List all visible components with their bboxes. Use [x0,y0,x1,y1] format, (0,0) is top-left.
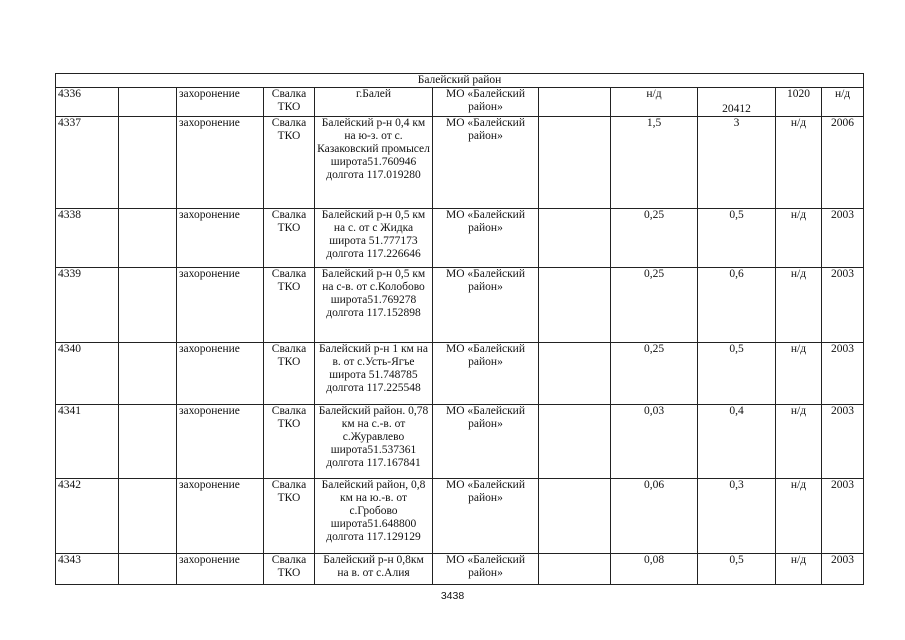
municipality-cell: МО «Балейский район» [433,343,539,405]
location-cell: Балейский р-н 0,5 км на с-в. от с.Колобово широта51.769278 долгота 117.152898 [315,268,433,343]
object-type-cell: Свалка ТКО [264,554,315,585]
area-cell: 0,25 [611,268,698,343]
area-cell: н/д [611,88,698,117]
table-row [56,343,864,405]
activity-cell: захоронение [177,479,264,554]
record-number-cell: 4337 [56,117,119,209]
year-cell: н/д [822,88,864,117]
capacity-cell: 0,6 [698,268,776,343]
volume-cell: н/д [776,343,822,405]
empty-cell [539,479,611,554]
object-type-cell: Свалка ТКО [264,117,315,209]
empty-cell [539,209,611,268]
municipality-cell: МО «Балейский район» [433,88,539,117]
capacity-cell: 0,5 [698,343,776,405]
volume-cell: 1020 [776,88,822,117]
volume-cell: н/д [776,554,822,585]
volume-cell: н/д [776,117,822,209]
municipality-cell: МО «Балейский район» [433,209,539,268]
region-header-row [56,74,864,88]
location-cell: Балейский р-н 1 км на в. от с.Усть-Ягъе широта 51.748785 долгота 117.225548 [315,343,433,405]
activity-cell: захоронение [177,343,264,405]
blank-cell [119,88,177,117]
region-title: Балейский район [56,74,864,88]
volume-cell: н/д [776,405,822,479]
area-cell: 0,06 [611,479,698,554]
record-number-cell: 4340 [56,343,119,405]
year-cell: 2003 [822,405,864,479]
activity-cell: захоронение [177,88,264,117]
activity-cell: захоронение [177,117,264,209]
record-number-cell: 4341 [56,405,119,479]
empty-cell [539,343,611,405]
activity-cell: захоронение [177,554,264,585]
volume-cell: н/д [776,479,822,554]
empty-cell [539,268,611,343]
capacity-cell: 0,3 [698,479,776,554]
location-cell: Балейский р-н 0,8км на в. от с.Алия [315,554,433,585]
record-number-cell: 4339 [56,268,119,343]
area-cell: 1,5 [611,117,698,209]
waste-sites-table [55,73,864,585]
capacity-cell: 3 [698,117,776,209]
table-row [56,268,864,343]
empty-cell [539,117,611,209]
activity-cell: захоронение [177,209,264,268]
area-cell: 0,03 [611,405,698,479]
object-type-cell: Свалка ТКО [264,268,315,343]
municipality-cell: МО «Балейский район» [433,479,539,554]
year-cell: 2006 [822,117,864,209]
empty-cell [539,554,611,585]
page-number: 3438 [440,590,465,602]
activity-cell: захоронение [177,268,264,343]
area-cell: 0,25 [611,343,698,405]
table-body [56,74,864,585]
volume-cell: н/д [776,268,822,343]
location-cell: Балейский р-н 0,4 км на ю-з. от с. Казаковский промысел широта51.760946 долгота 117.019280 [315,117,433,209]
municipality-cell: МО «Балейский район» [433,405,539,479]
location-cell: Балейский р-н 0,5 км на с. от с Жидка широта 51.777173 долгота 117.226646 [315,209,433,268]
table-row [56,209,864,268]
year-cell: 2003 [822,209,864,268]
blank-cell [119,479,177,554]
year-cell: 2003 [822,554,864,585]
location-cell: Балейский район. 0,78 км на с.-в. от с.Журавлево широта51.537361 долгота 117.167841 [315,405,433,479]
capacity-cell: 0,5 [698,554,776,585]
record-number-cell: 4342 [56,479,119,554]
table-row [56,405,864,479]
record-number-cell: 4338 [56,209,119,268]
municipality-cell: МО «Балейский район» [433,554,539,585]
activity-cell: захоронение [177,405,264,479]
location-cell: Балейский район, 0,8 км на ю.-в. от с.Гробово широта51.648800 долгота 117.129129 [315,479,433,554]
area-cell: 0,08 [611,554,698,585]
record-number-cell: 4336 [56,88,119,117]
blank-cell [119,209,177,268]
blank-cell [119,117,177,209]
area-cell: 0,25 [611,209,698,268]
volume-cell: н/д [776,209,822,268]
object-type-cell: Свалка ТКО [264,405,315,479]
year-cell: 2003 [822,479,864,554]
municipality-cell: МО «Балейский район» [433,268,539,343]
capacity-cell: 0,5 [698,209,776,268]
object-type-cell: Свалка ТКО [264,343,315,405]
table-row [56,554,864,585]
object-type-cell: Свалка ТКО [264,479,315,554]
table-row [56,117,864,209]
table-row [56,479,864,554]
empty-cell [539,88,611,117]
municipality-cell: МО «Балейский район» [433,117,539,209]
location-cell: г.Балей [315,88,433,117]
object-type-cell: Свалка ТКО [264,209,315,268]
blank-cell [119,405,177,479]
blank-cell [119,268,177,343]
empty-cell [539,405,611,479]
year-cell: 2003 [822,343,864,405]
capacity-cell: 0,4 [698,405,776,479]
object-type-cell: Свалка ТКО [264,88,315,117]
record-number-cell: 4343 [56,554,119,585]
table-row [56,88,864,117]
year-cell: 2003 [822,268,864,343]
blank-cell [119,554,177,585]
blank-cell [119,343,177,405]
capacity-cell: 20412 [698,88,776,117]
